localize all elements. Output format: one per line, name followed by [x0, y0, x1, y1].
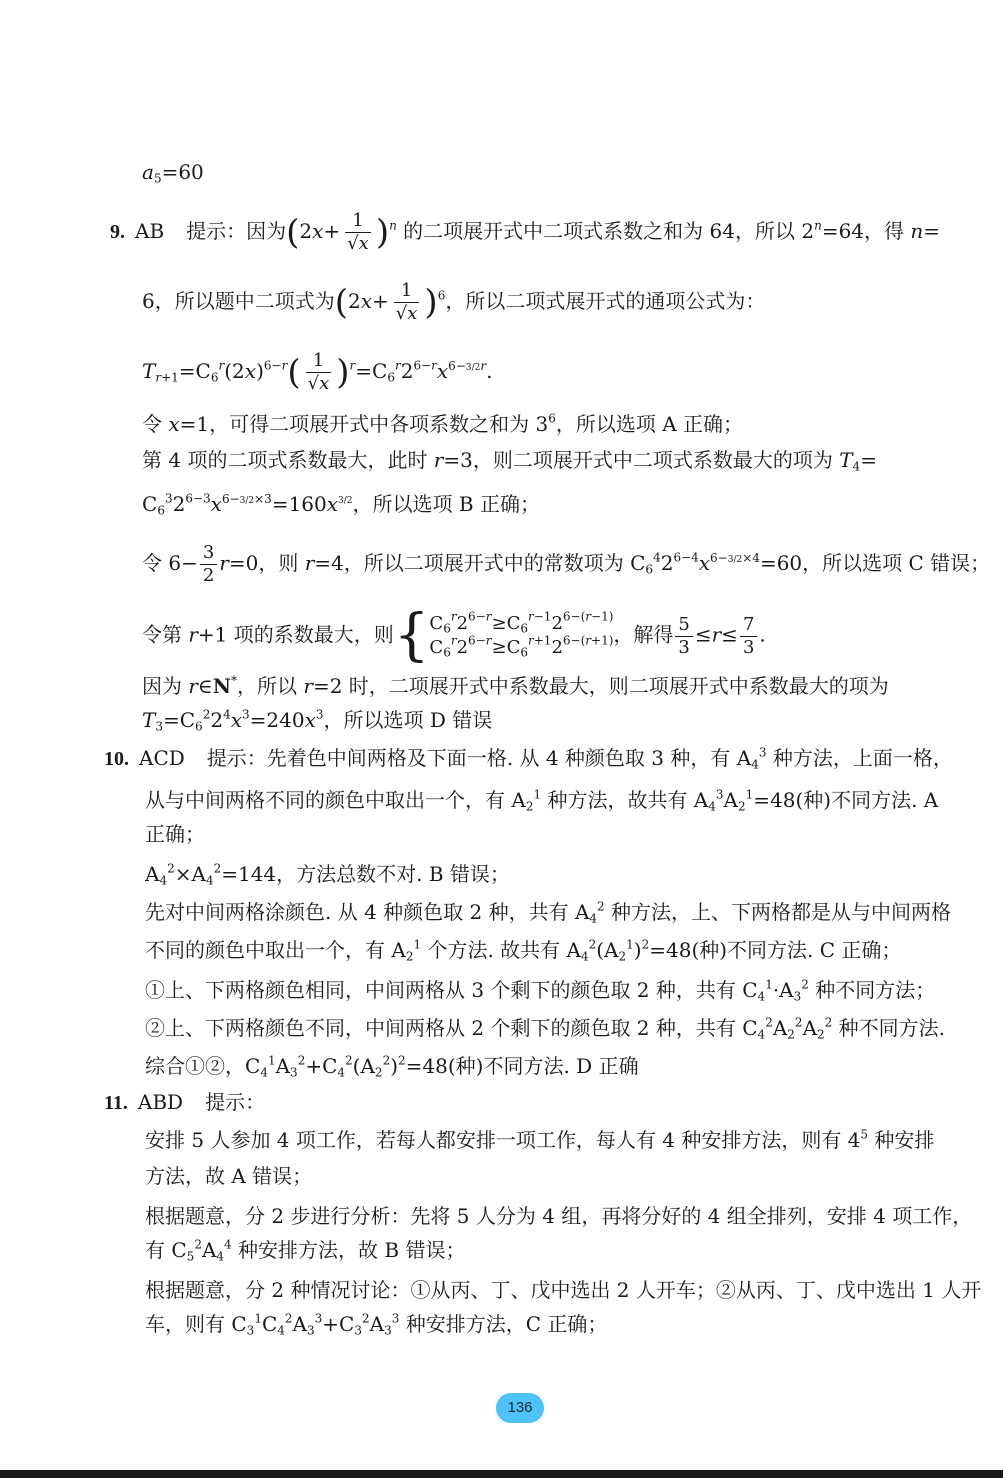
q9-line-a: 令 x=1，可得二项展开式中各项系数之和为 $3^6$，所以选项 A 正确；: [142, 411, 744, 436]
q11-answer: ABD: [137, 1090, 184, 1114]
q10-answer: ACD: [139, 746, 185, 770]
page-number-badge: 136: [496, 1393, 544, 1423]
q9-line-2: 6，所以题中二项式为(2x+ $\frac{1}{√x}$ )$^6$，所以二项式展开式的通项公式为：: [142, 280, 766, 324]
q11-line-5: 根据题意，分 2 种情况讨论：①从丙、丁、戊中选出 2 人开车；②从丙、丁、戊中选出 1 人开: [145, 1278, 982, 1302]
q10-line-6: 不同的颜色中取出一个，有 $A_2^1$ 个方法. 故共有 $A_4^2(A_2^1)^2=48$(种)不同方法. C 正确；: [145, 937, 902, 964]
q10-line-4: $A_4^2\times A_4^2=144$，方法总数不对. B 错误；: [145, 861, 510, 888]
q9-general-term: $T_{r+1}=C_6^r(2x)^{6-r}$( $\frac{1}{√x}$ )$^r=C_6^r2^{6-r}x^{6-3/2r}$.: [142, 350, 493, 394]
q10-number: 10.: [104, 748, 129, 770]
q10-line-7: ①上、下两格颜色相同，中间两格从 3 个剩下的颜色取 2 种，共有 $C_4^1\cdot A_3^2$ 种不同方法；: [145, 977, 936, 1004]
q11-number: 11.: [104, 1092, 128, 1114]
q10-line-5: 先对中间两格涂颜色. 从 4 种颜色取 2 种，共有 $A_4^2$ 种方法，上、下两格都是从与中间两格: [145, 899, 952, 926]
q10-line-2: 从与中间两格不同的颜色中取出一个，有 $A_2^1$ 种方法，故共有 $A_4^3A_2^1=48$(种)不同方法. A: [145, 787, 939, 814]
bottom-border: [0, 1470, 1003, 1478]
q9-line-d1: 令第 r+1 项的系数最大，则{ $C_6^r2^{6-r}\ge C_6^{r-1}2^{6-(r-1)}$ $C_6^r2^{6-r}\ge C_6^{r+1}2^{6-(r+1)}$ ，解得 $\frac{5}{3}$ ≤r≤ $\frac{7}{3}$ .: [142, 603, 766, 668]
q11-hint-label: 提示：: [205, 1090, 266, 1114]
q11-line-6: 车，则有 $C_3^1C_4^2A_3^3+C_3^2A_3^3$ 种安排方法，C 正确；: [145, 1311, 608, 1338]
q11-line-3: 根据题意，分 2 步进行分析：先将 5 人分为 4 组，再将分好的 4 组全排列，安排 4 项工作，: [145, 1204, 973, 1228]
q11-line-2: 方法，故 A 错误；: [145, 1164, 313, 1188]
q9-line-b2: $C_6^32^{6-3}x^{6-3/2\times 3}=160x^{3/2}$，所以选项 B 正确；: [142, 491, 540, 518]
q10-line-1: 10. ACD 提示：先着色中间两格及下面一格. 从 4 种颜色取 3 种，有 $A_4^3$ 种方法，上面一格，: [104, 745, 953, 772]
q11-line-1: 安排 5 人参加 4 项工作，若每人都安排一项工作，每人有 4 种安排方法，则有 $4^5$ 种安排: [145, 1127, 935, 1152]
q9-number: 9.: [110, 221, 125, 243]
q9-line-b1: 第 4 项的二项式系数最大，此时 r=3，则二项展开式中二项式系数最大的项为 $T_4=$: [142, 448, 877, 474]
q9-line-1: 9. AB 提示：因为(2x+ $\frac{1}{√x}$ )$^n$ 的二项展开式中二项式系数之和为 64，所以 $2^n=64$，得 n=: [110, 210, 941, 254]
q10-line-9: 综合①②，$C_4^1A_3^2+C_4^2(A_2^2)^2=48$(种)不同方法. D 正确: [145, 1053, 639, 1080]
q9-line-d3: $T_3=C_6^22^4x^3=240x^3$，所以选项 D 错误: [142, 707, 493, 734]
q11-line-4: 有 $C_5^2A_4^4$ 种安排方法，故 B 错误；: [145, 1237, 466, 1264]
q9-line-c: 令 6− $\frac{3}{2}$ r=0，则 r=4，所以二项展开式中的常数项为 $C_6^42^{6-4}x^{6-3/2\times 4}=60$，所以选项 C 错误；: [142, 542, 991, 586]
header-line: $a_5=60$: [142, 160, 204, 186]
q11-line-0: [104, 1088, 265, 1117]
q10-line-8: ②上、下两格颜色不同，中间两格从 2 个剩下的颜色取 2 种，共有 $C_4^2A_2^2A_2^2$ 种不同方法.: [145, 1015, 946, 1042]
q9-answer: AB: [135, 219, 165, 243]
q9-line-d2: 因为 r∈N*，所以 r=2 时，二项展开式中系数最大，则二项展开式中系数最大的项为: [142, 673, 889, 698]
q10-line-3: 正确；: [145, 822, 205, 846]
